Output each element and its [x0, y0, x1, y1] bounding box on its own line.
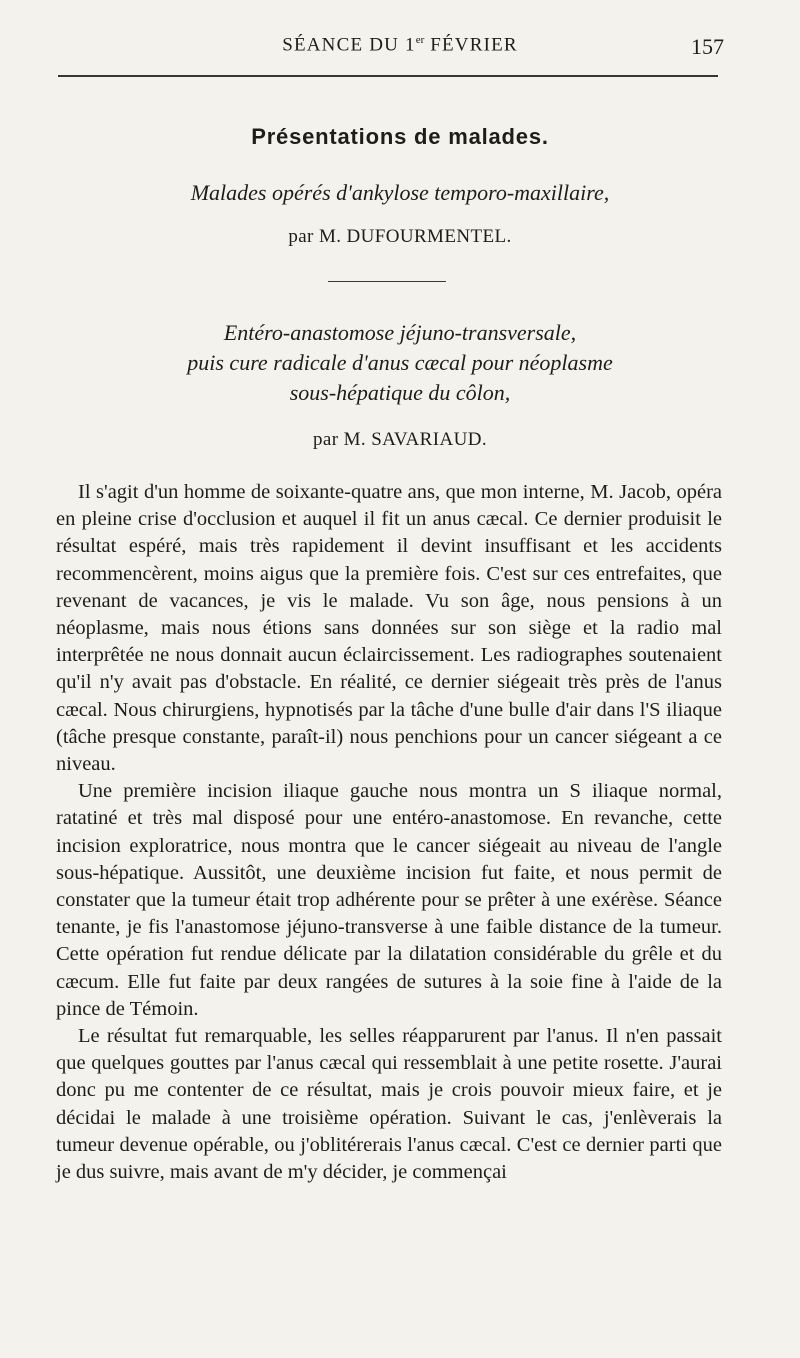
paragraph: Il s'agit d'un homme de soixante-quatre ans, que mon interne, M. Jacob, opéra en pleine crise d'occlusion et auquel il fit un anus cæcal. Ce dernier produisit le résultat espéré, mais très rapidement il devint insuffisant et les accidents recommencèrent, moins aigus que la première fois. C'est sur ces entrefaites, que revenant de vacances, je vis le malade. Vu son âge, nous pensions à un néoplasme, mais nous étions sans données sur son siège et la radio mal interprêtée ne nous donnait aucun éclaircissement. Les radiographes soutenaient qu'il n'y avait pas d'obstacle. En réalité, ce dernier siégeait très près de l'anus cæcal. Nous chirurgiens, hypnotisés par la tâche d'une bulle d'air dans l'S iliaque (tâche presque constante, paraît-il) nous penchions pour un cancer siégeant a ce niveau. [56, 481, 722, 776]
running-title: SÉANCE DU 1er FÉVRIER [282, 34, 518, 56]
presentation-2-title-line: sous-hépatique du côlon, [289, 380, 511, 405]
section-title: Présentations de malades. [251, 124, 549, 149]
presentation-2-title [0, 318, 800, 408]
running-head [0, 34, 800, 62]
page-number: 157 [691, 34, 724, 59]
body-text [56, 479, 722, 1186]
separator-rule [328, 281, 446, 282]
presentation-2-title-line: puis cure radicale d'anus cæcal pour néoplasme [187, 350, 613, 375]
presentation-1-title: Malades opérés d'ankylose temporo-maxillaire, [190, 180, 610, 205]
paragraph: Le résultat fut remarquable, les selles réapparurent par l'anus. Il n'en passait que quelques gouttes par l'anus cæcal qui ressemblait à une petite rosette. J'aurai donc pu me contenter de ce résultat, mais je crois pouvoir mieux faire, et je décidai le malade à une troisième opération. Suivant le cas, j'enlèverais la tumeur devenue opérable, ou j'oblitérerais l'anus cæcal. C'est ce dernier parti que je dus suivre, mais avant de m'y décider, je commençai [56, 1025, 722, 1184]
presentation-2-author: par M. SAVARIAUD. [313, 429, 487, 450]
header-rule [58, 75, 718, 77]
paragraph: Une première incision iliaque gauche nous montra un S iliaque normal, ratatiné et très mal disposé pour une entéro-anastomose. En revanche, cette incision exploratrice, nous montra que le cancer siégeait au niveau de l'angle sous-hépatique. Aussitôt, une deuxième incision fut faite, et nous permit de constater que la tumeur était trop adhérente pour se prêter à une exérèse. Séance tenante, je fis l'anastomose jéjuno-transverse à une faible distance de la tumeur. Cette opération fut rendue délicate par la dilatation considérable du grêle et du cæcum. Elle fut faite par deux rangées de sutures à la soie fine à l'aide de la pince de Témoin. [56, 780, 722, 1020]
presentation-2-title-line: Entéro-anastomose jéjuno-transversale, [223, 320, 577, 345]
presentation-1-author: par M. DUFOURMENTEL. [288, 226, 512, 247]
